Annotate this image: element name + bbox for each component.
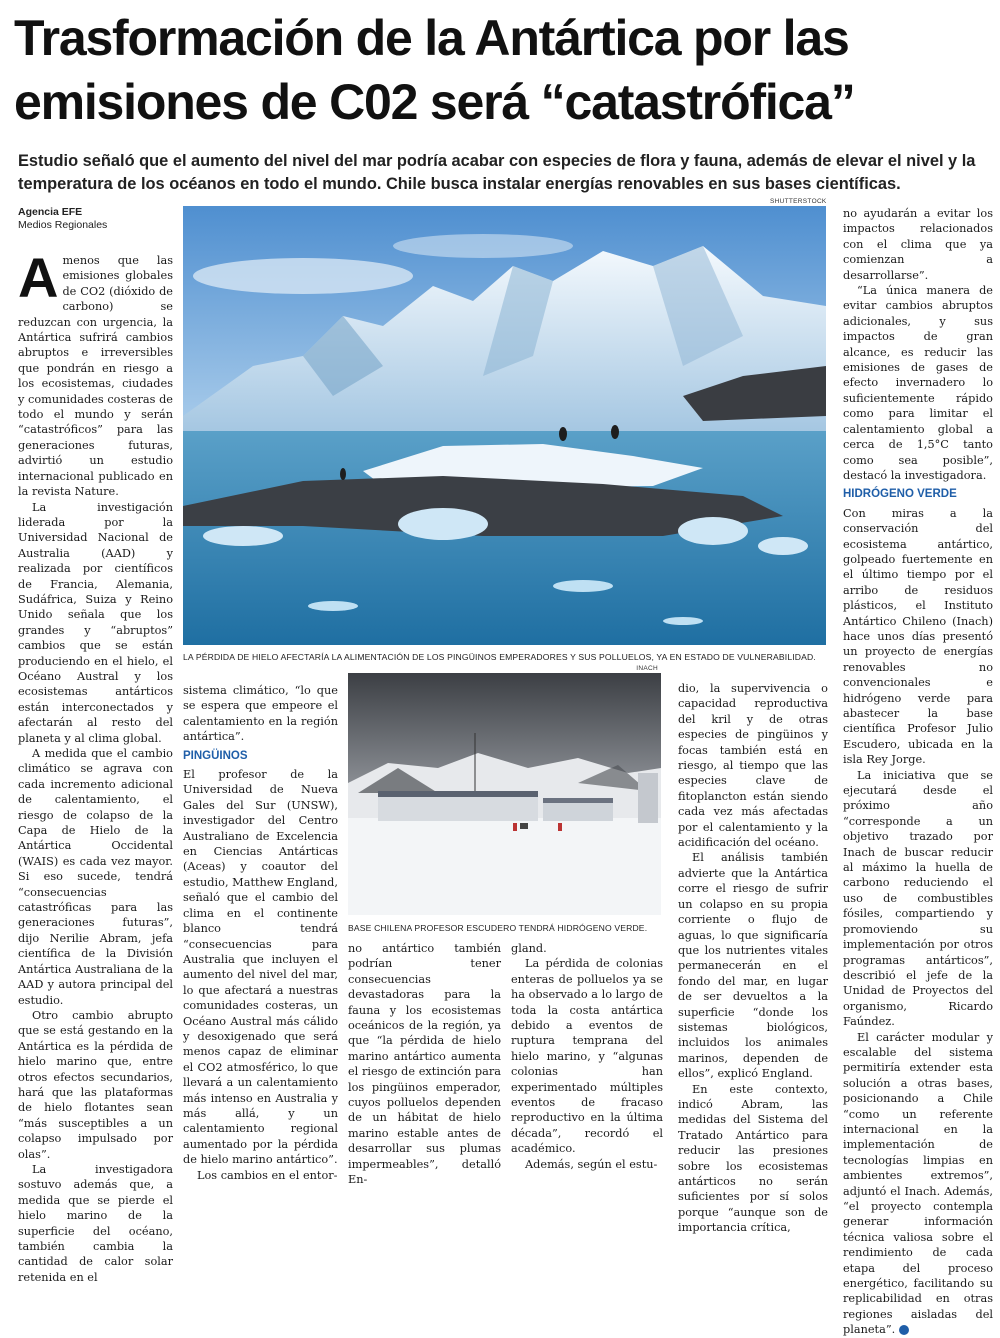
paragraph: El análisis también advierte que la Antártica corre el riesgo de sufrir un colapso en su propia corriente o flujo de aguas, lo que significaría que los nutrientes vitales permanecerán en el fondo del mar, en lugar de ser devueltos a la superficie “donde los sistemas biológicos, incluidos los animales marinos, dependen de ellos”, explicó England. [678, 851, 828, 1081]
byline [18, 206, 107, 232]
paragraph: En este contexto, indicó Abram, las medidas del Sistema del Tratado Antártico para reducir las presiones sobre los ecosistemas antárticos no serán suficientes por sí solos porque “aunque son de importancia crítica, [678, 1082, 828, 1235]
paragraph: A medida que el cambio climático se agrava con cada incremento adicional de calentamiento, el riesgo de colapso de la Capa de Hielo de la Antártica Occidental (WAIS) es cada vez mayor. Si eso sucede, tendrá “consecuencias catastróficas para las generaciones futuras”, dijo Nerilie Abram, jefa científica de la División Antártica Australiana de la AAD y autora principal del estudio. [18, 747, 173, 1007]
article-column-1 [18, 246, 173, 1285]
paragraph: sistema climático, “lo que se espera que empeore el calentamiento en la región antártica”. [183, 684, 338, 744]
paragraph: no antártico también podrían tener consecuencias devastadoras para la fauna y los ecosistemas oceánicos de la región, ya que “la pérdida de hielo marino antártico aumenta el riesgo de extinción para los pingüinos emperador, cuyos polluelos dependen de un hábitat de hielo marino estable antes de desarrollar sus plumas impermeables”, detalló En- [348, 942, 501, 1187]
headline [14, 6, 990, 134]
byline-agency: Agencia EFE [18, 206, 83, 218]
headline-line-1: Trasformación de la Antártica por las [14, 10, 849, 66]
subhead-pinguinos: PINGÜINOS [183, 749, 248, 762]
base-photo-escudero [348, 673, 661, 915]
deck-summary: Estudio señaló que el aumento del nivel del mar podría acabar con especies de flora y fauna, además de elevar el nivel y la temperatura de los océanos en todo el mundo. Chile busca instalar energías renovables en sus bases científicas. [18, 152, 976, 193]
paragraph: Los cambios en el entor- [197, 1168, 338, 1182]
base-photo-caption: BASE CHILENA PROFESOR ESCUDERO TENDRÁ HIDRÓGENO VERDE. [348, 923, 648, 933]
paragraph: La iniciativa que se ejecutará desde el próximo año “corresponde a un objetivo trazado por Inach de buscar reducir al máximo la huella de carbono reduciendo el uso de combustibles fósiles, compartiendo y promoviendo su implementación por otros programas antárticos”, describió el jefe de la Unidad de Proyectos del organismo, Ricardo Faúndez. [843, 768, 993, 1029]
byline-outlet: Medios Regionales [18, 219, 108, 231]
main-photo-credit: SHUTTERSTOCK [770, 198, 827, 205]
base-photo-credit: INACH [636, 665, 658, 672]
article-column-6 [843, 206, 993, 1338]
paragraph: dio, la supervivencia o capacidad reproductiva del kril y de otras especies de pingüinos y focas también está en riesgo, al tiempo que las especies clave de fitoplancton están siendo cada vez más afectadas por el calentamiento y la acidificación del océano. [678, 682, 828, 850]
headline-line-2: emisiones de C02 será “catastrófica” [14, 74, 855, 130]
paragraph: Además, según el estu- [525, 1157, 658, 1171]
paragraph: El carácter modular y escalable del sistema permitiría extender esta solución a otras bases, posicionando a Chile “como un referente internacional en la implementación de tecnologías limpias en ambientes extremos”, adjuntó el Inach. Además, “el proyecto contempla generar información técnica valiosa sobre el rendimiento de cada etapa del proceso energético, facilitando su replicabilidad en otras regiones aisladas del planeta”. ✪ [843, 1030, 993, 1337]
paragraph: Con miras a la conservación del ecosistema antártico, golpeado fuertemente en el último tiempo por el arribo de residuos plásticos, el Instituto Antártico Chileno (Inach) hace unos días presentó un proyecto de energías renovables no convencionales e hidrógeno verde para abastecer la base científica Profesor Julio Escudero, ubicada en la isla Rey Jorge. [843, 506, 993, 767]
escudero-base-image [348, 673, 661, 915]
paragraph: gland. [511, 942, 547, 955]
paragraph: no ayudarán a evitar los impactos relacionados con el clima que ya comienzan a desarrollarse”. [843, 207, 993, 282]
drop-cap: A [18, 246, 59, 309]
main-photo-antarctica [183, 206, 826, 645]
article-column-4 [511, 941, 663, 1172]
paragraph: El profesor de la Universidad de Nueva Gales del Sur (UNSW), investigador del Centro Australiano de Excelencia en Ciencias Antárticas (Aceas) y coautor del estudio, Matthew England, señaló que el cambio del clima en el continente blanco tendrá “consecuencias para Australia que incluyen el aumento del nivel del mar, lo que afectará a nuestras comunidades costeras, un Océano Austral más cálido y desoxigenado que será menos capaz de eliminar el CO2 atmosférico, lo que llevará a un calentamiento más intenso en Australia y más allá, y un calentamiento regional aumentado por la pérdida de hielo marino antártico”. [183, 768, 338, 1167]
article-column-3 [348, 941, 501, 1188]
paragraph: Otro cambio abrupto que se está gestando en la Antártica es la pérdida de hielo marino que, entre otros efectos secundarios, hará que las plataformas de hielo flotantes sean “más susceptibles a un colapso impulsado por olas”. [18, 1008, 173, 1161]
paragraph: “La única manera de evitar cambios abruptos adicionales, y sus impactos de gran alcance, es reducir las emisiones de gases de efecto invernadero lo suficientemente rápido como para limitar el calentamiento global a cerca de 1,5°C tanto como sea posible”, destacó la investigadora. [843, 284, 993, 482]
subhead-hidrogeno-verde: HIDRÓGENO VERDE [843, 488, 957, 501]
paragraph: La pérdida de colonias enteras de polluelos ya se ha observado a lo largo de toda la costa antártica debido a eventos de ruptura temprana del hielo marino, y “algunas colonias han experimentado múltiples eventos de fracaso reproductivo en la última década”, recordó el académico. [511, 957, 663, 1156]
paragraph: Amenos que las emisiones globales de CO2 (dióxido de carbono) se reduzcan con urgencia, la Antártica sufrirá cambios abruptos e irreversibles que pondrán en riesgo a los ecosistemas, ciudades y comunidades costeras de todo el mundo y serán “catastróficos” para las generaciones futuras, advirtió un estudio internacional publicado en la revista Nature. [18, 246, 173, 499]
main-photo-caption: LA PÉRDIDA DE HIELO AFECTARÍA LA ALIMENTACIÓN DE LOS PINGÜINOS EMPERADORES Y SUS POLLUELOS, YA EN ESTADO DE VULNERABILIDAD. [183, 652, 816, 662]
article-column-5 [678, 681, 828, 1236]
antarctica-landscape-image [183, 206, 826, 645]
end-of-article-icon: ✪ [899, 1325, 909, 1335]
paragraph: La investigación liderada por la Universidad Nacional de Australia (AAD) y realizada por científicos de Francia, Alemania, Sudáfrica, Suiza y Reino Unido señala que los grandes y “abruptos” cambios que se están produciendo en el hielo, el Océano Austral y los ecosistemas antárticos están interconectados y afectarán al resto del planeta y al clima global. [18, 500, 173, 745]
paragraph: La investigadora sostuvo además que, a medida que se pierde el hielo marino de la superficie del océano, también cambia la cantidad de calor solar retenida en el [18, 1162, 173, 1284]
article-column-2 [183, 683, 338, 1183]
